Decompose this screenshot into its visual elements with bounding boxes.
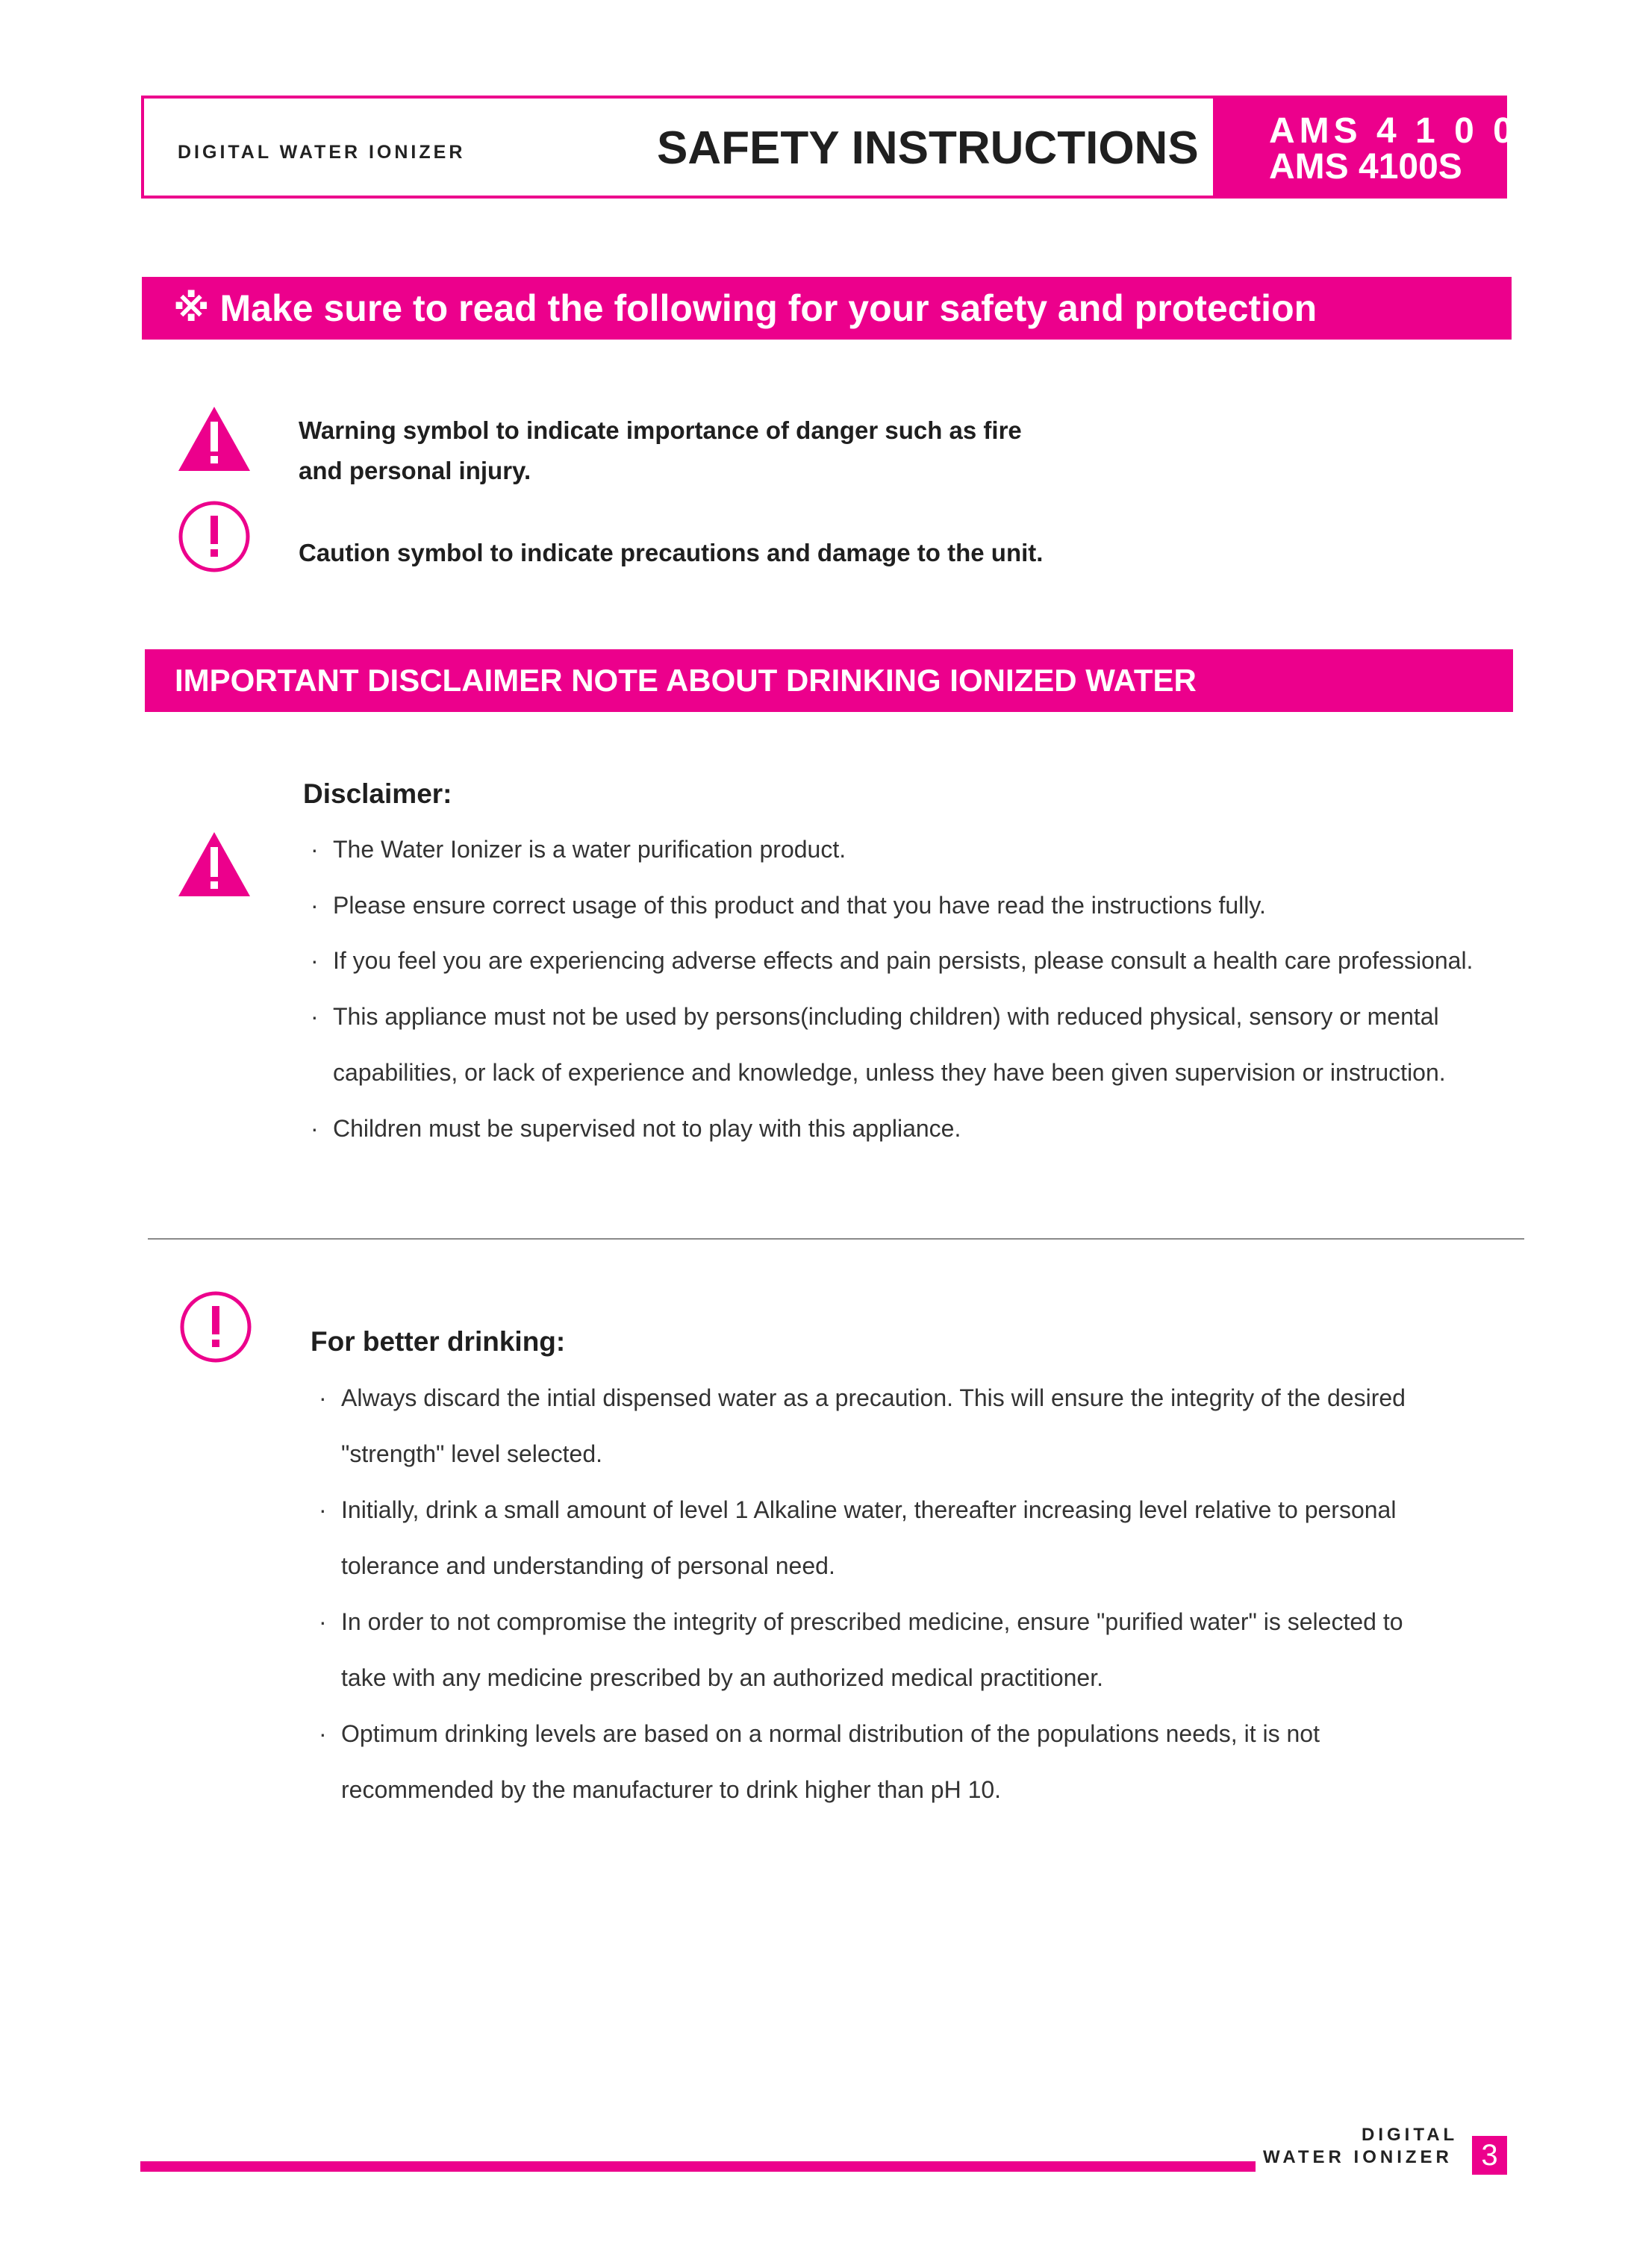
caution-circle-icon (178, 1290, 253, 1364)
header-brand: DIGITAL WATER IONIZER (178, 142, 466, 163)
list-item (319, 1496, 1397, 1524)
list-item-continuation: recommended by the manufacturer to drink higher than pH 10. (341, 1776, 1002, 1803)
safety-banner: ※ Make sure to read the following for your safety and protection (142, 277, 1512, 340)
footer-brand-line-2: WATER IONIZER (1263, 2147, 1453, 2167)
disclaimer-banner: IMPORTANT DISCLAIMER NOTE ABOUT DRINKING IONIZED WATER (145, 649, 1513, 712)
page-title: SAFETY INSTRUCTIONS (657, 122, 1199, 174)
list-item-text: The Water Ionizer is a water purification product. (333, 836, 846, 863)
warning-legend-line-1: Warning symbol to indicate importance of danger such as fire (299, 416, 1022, 444)
list-item-text: Initially, drink a small amount of level 1 Alkaline water, thereafter increasing level relative to personal (341, 1496, 1397, 1523)
warning-legend-line-2: and personal injury. (299, 457, 531, 484)
caution-legend: Caution symbol to indicate precautions and damage to the unit. (299, 539, 1044, 566)
bullet-dot: · (319, 1496, 327, 1523)
footer-brand-line-1: DIGITAL (1362, 2125, 1459, 2145)
bullet-dot: · (311, 892, 319, 919)
list-item (311, 892, 1266, 919)
list-item-text: If you feel you are experiencing adverse effects and pain persists, please consult a health care professional. (333, 947, 1473, 974)
list-item (319, 1720, 1320, 1748)
list-item (311, 947, 1473, 975)
bullet-dot: · (311, 947, 319, 974)
page-number: 3 (1481, 2139, 1498, 2172)
footer-rule (140, 2161, 1256, 2172)
model-line-1: AMS 4 1 0 0 (1269, 111, 1518, 151)
list-item (319, 1608, 1403, 1636)
disclaimer-heading: Disclaimer: (303, 778, 452, 809)
bullet-dot: · (311, 1003, 319, 1030)
caution-circle-icon (177, 499, 252, 574)
list-item-text: Children must be supervised not to play with this appliance. (333, 1115, 961, 1142)
warning-triangle-icon (177, 405, 252, 472)
warning-triangle-icon (177, 831, 252, 898)
list-item (319, 1384, 1406, 1412)
model-line-2: AMS 4100S (1269, 147, 1462, 187)
list-item-continuation: "strength" level selected. (341, 1440, 603, 1467)
bullet-dot: · (319, 1384, 327, 1411)
list-item (311, 1115, 961, 1143)
bullet-dot: · (319, 1720, 327, 1747)
list-item-continuation: take with any medicine prescribed by an authorized medical practitioner. (341, 1664, 1103, 1691)
list-item (311, 1003, 1439, 1031)
list-item-continuation: tolerance and understanding of personal need. (341, 1552, 835, 1579)
section-divider (148, 1238, 1524, 1240)
list-item-text: Optimum drinking levels are based on a normal distribution of the populations needs, it is not (341, 1720, 1320, 1747)
bullet-dot: · (311, 1115, 319, 1142)
list-item (311, 836, 846, 863)
bullet-dot: · (311, 836, 319, 863)
list-item-text: In order to not compromise the integrity of prescribed medicine, ensure "purified water" is selected to (341, 1608, 1403, 1635)
list-item-text: Please ensure correct usage of this product and that you have read the instructions fully. (333, 892, 1266, 919)
bullet-dot: · (319, 1608, 327, 1635)
list-item-continuation: capabilities, or lack of experience and knowledge, unless they have been given supervision or instruction. (333, 1059, 1446, 1086)
list-item-text: This appliance must not be used by persons(including children) with reduced physical, sensory or mental (333, 1003, 1439, 1030)
list-item-text: Always discard the intial dispensed water as a precaution. This will ensure the integrity of the desired (341, 1384, 1406, 1411)
drinking-heading: For better drinking: (311, 1326, 566, 1357)
